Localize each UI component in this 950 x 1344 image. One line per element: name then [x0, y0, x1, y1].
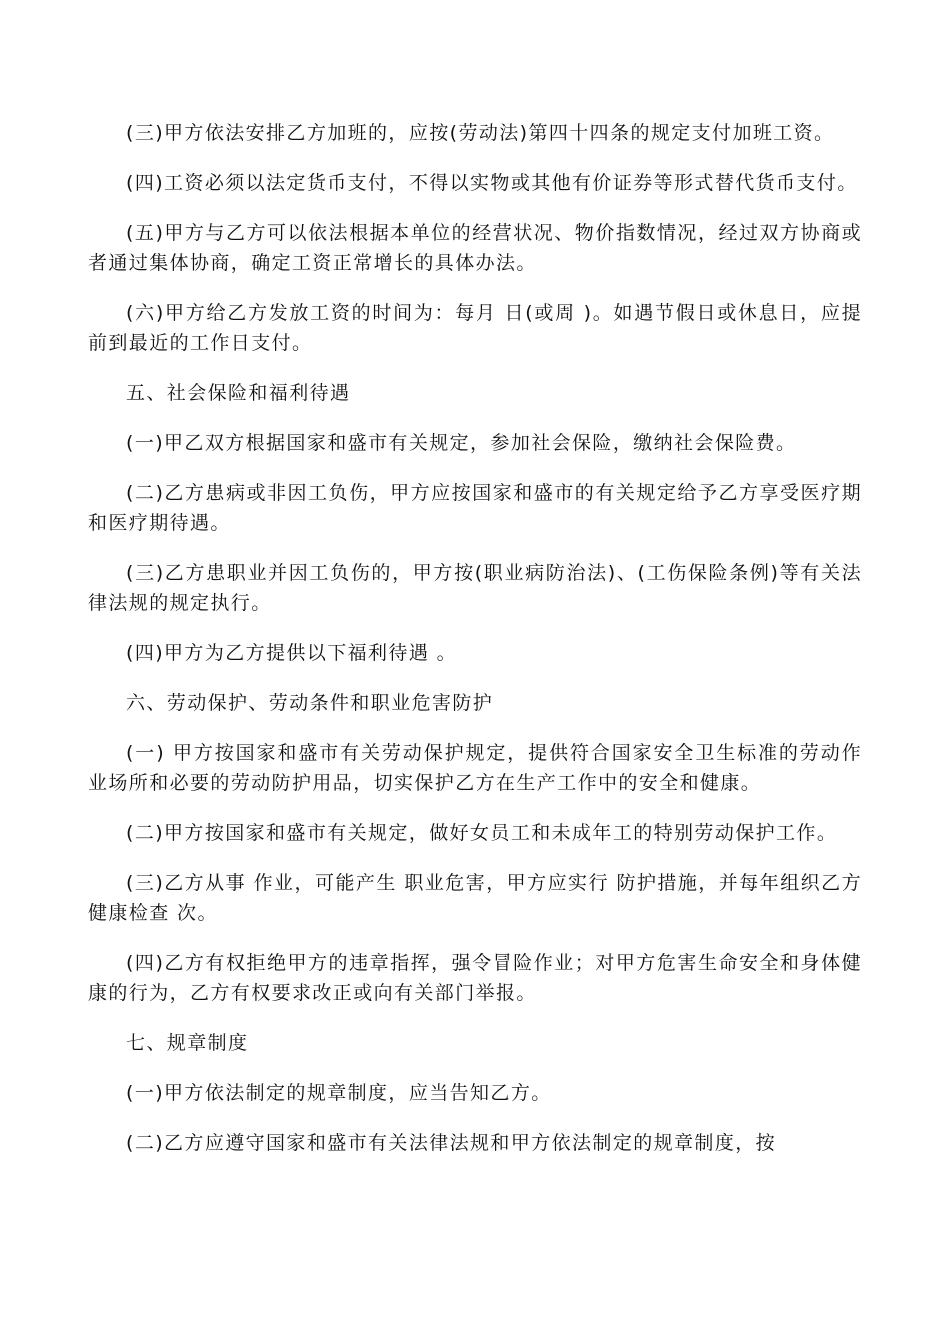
clause-4-welfare: (四)甲方为乙方提供以下福利待遇 。 [126, 642, 458, 664]
clause-1-rules-notice: (一)甲方依法制定的规章制度，应当告知乙方。 [126, 1082, 552, 1104]
section-heading-labor-protection: 六、劳动保护、劳动条件和职业危害防护 [126, 692, 494, 714]
clause-6-pay-date: (六)甲方给乙方发放工资的时间为：每月 日(或周 )。如遇节假日或休息日，应提前到最近的工作日支付。 [88, 302, 862, 354]
section-heading-social-insurance: 五、社会保险和福利待遇 [126, 382, 351, 404]
clause-2-medical-period: (二)乙方患病或非因工负伤，甲方应按国家和盛市的有关规定给予乙方享受医疗期和医疗期待遇。 [88, 482, 862, 534]
clause-1-social-insurance: (一)甲乙双方根据国家和盛市有关规定，参加社会保险，缴纳社会保险费。 [126, 432, 797, 454]
document-page [88, 118, 862, 1178]
clause-3-occupational-disease: (三)乙方患职业并因工负伤的，甲方按(职业病防治法)、(工伤保险条例)等有关法律法规的规定执行。 [88, 562, 862, 614]
clause-4-refuse-orders: (四)乙方有权拒绝甲方的违章指挥，强令冒险作业；对甲方危害生命安全和身体健康的行为，乙方有权要求改正或向有关部门举报。 [88, 952, 862, 1004]
clause-4-legal-currency: (四)工资必须以法定货币支付，不得以实物或其他有价证券等形式替代货币支付。 [126, 172, 858, 194]
clause-2-rules-compliance: (二)乙方应遵守国家和盛市有关法律法规和甲方依法制定的规章制度，按 [126, 1132, 777, 1154]
clause-3-occupational-hazard: (三)乙方从事 作业，可能产生 职业危害，甲方应实行 防护措施，并每年组织乙方健康检查 次。 [88, 872, 862, 924]
clause-5-wage-growth: (五)甲方与乙方可以依法根据本单位的经营状况、物价指数情况，经过双方协商或者通过集体协商，确定工资正常增长的具体办法。 [88, 222, 862, 274]
clause-3-overtime-pay: (三)甲方依法安排乙方加班的，应按(劳动法)第四十四条的规定支付加班工资。 [126, 122, 835, 144]
clause-2-special-protection: (二)甲方按国家和盛市有关规定，做好女员工和未成年工的特别劳动保护工作。 [126, 822, 838, 844]
section-heading-rules: 七、规章制度 [126, 1032, 249, 1054]
clause-1-protection-equipment: (一) 甲方按国家和盛市有关劳动保护规定，提供符合国家安全卫生标准的劳动作业场所和必要的劳动防护用品，切实保护乙方在生产工作中的安全和健康。 [88, 742, 862, 794]
